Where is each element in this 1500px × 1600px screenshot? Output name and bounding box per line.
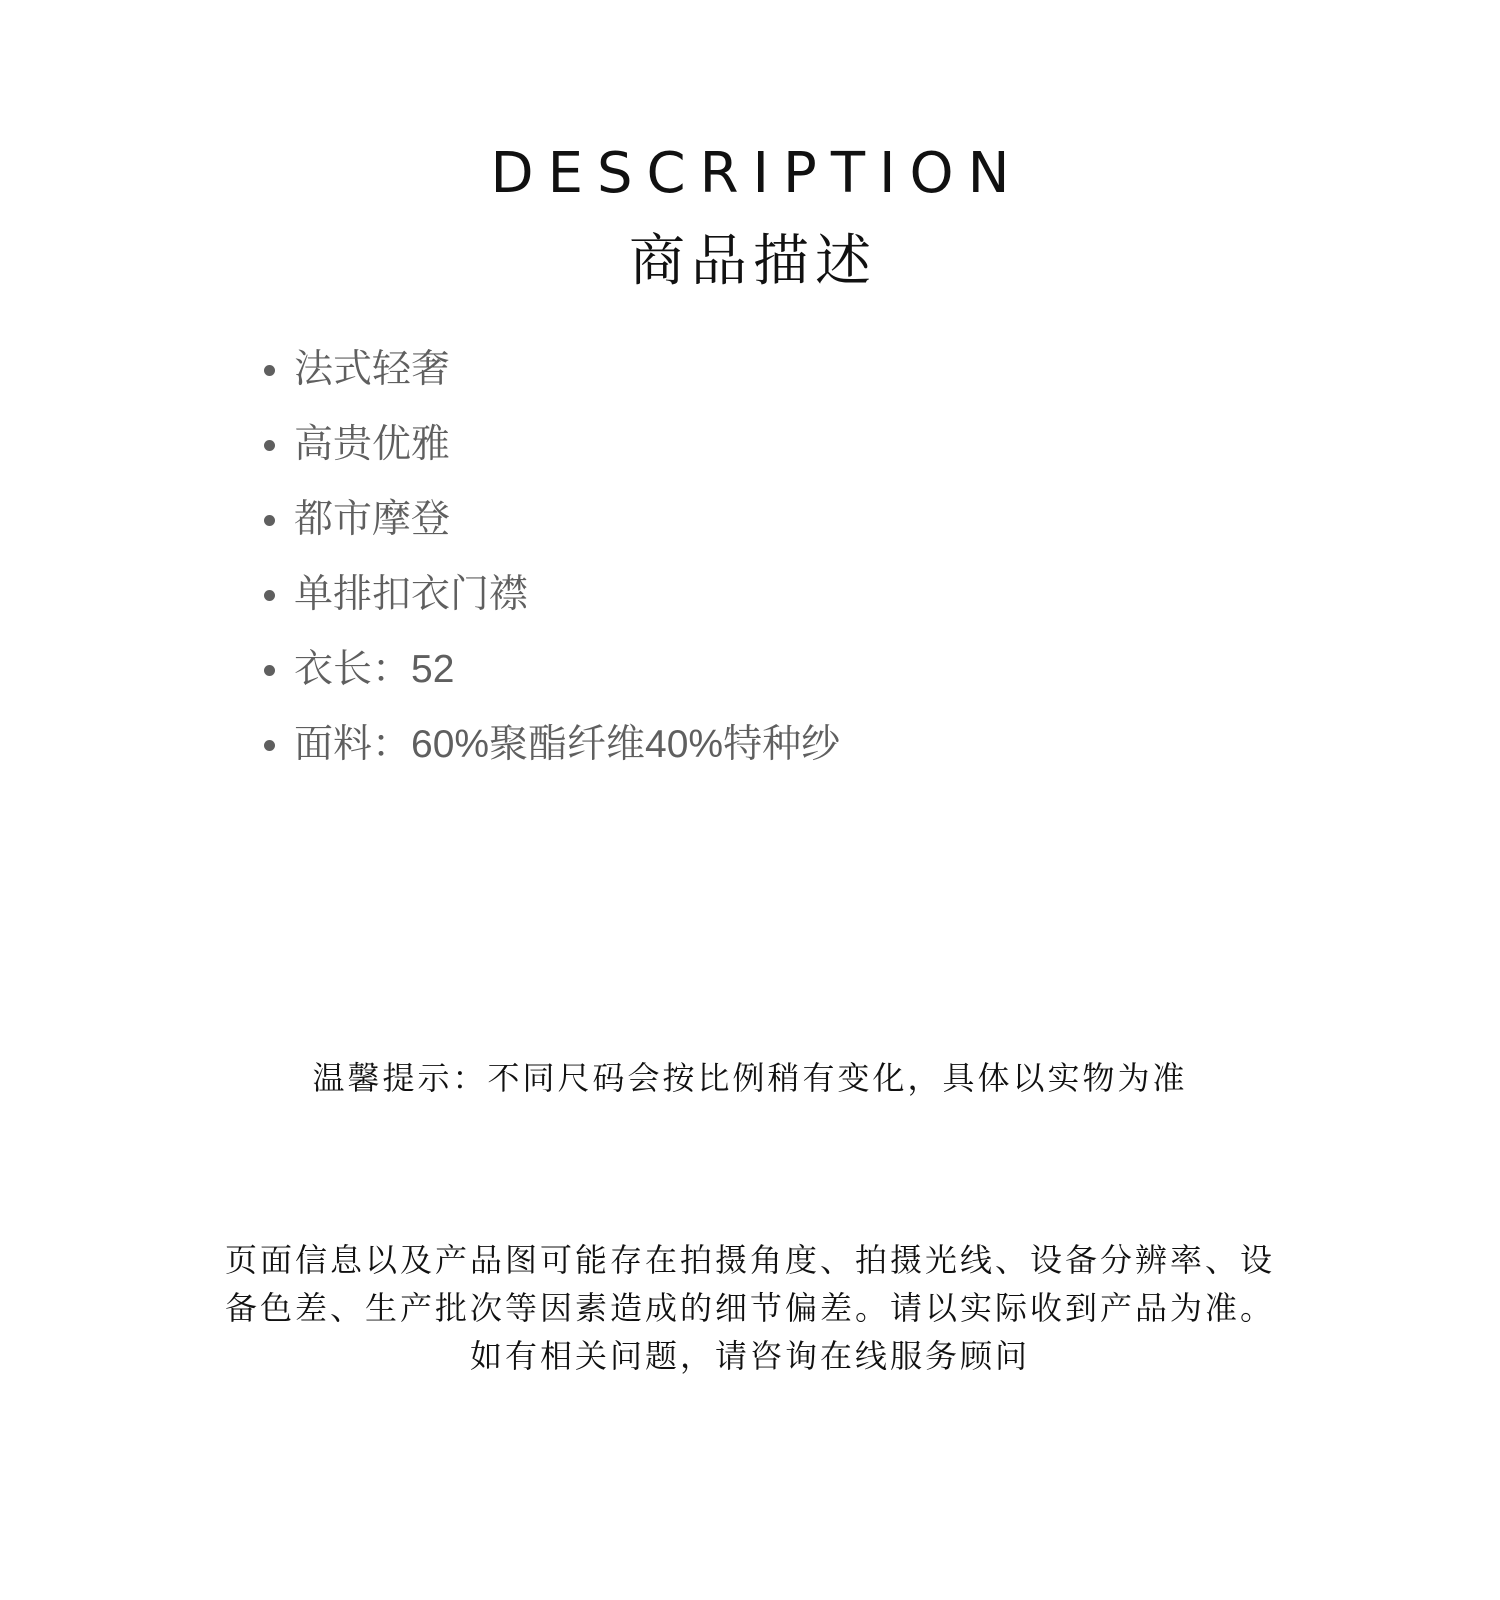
feature-text: 高贵优雅 (294, 423, 451, 466)
bullet-icon (264, 365, 275, 376)
feature-text: 法式轻奢 (294, 348, 451, 391)
feature-list (264, 346, 840, 796)
feature-text: 单排扣衣门襟 (294, 573, 529, 616)
bullet-icon (264, 665, 275, 676)
page-title-en: DESCRIPTION (490, 141, 1024, 206)
feature-text: 都市摩登 (294, 498, 451, 541)
feature-text: 面料：60%聚酯纤维40%特种纱 (294, 723, 841, 766)
disclaimer (180, 1236, 1320, 1380)
list-item (264, 721, 840, 796)
feature-text: 衣长：52 (294, 648, 455, 691)
list-item (264, 421, 840, 496)
page-title-zh: 商品描述 (629, 229, 877, 294)
bullet-icon (264, 515, 275, 526)
bullet-icon (264, 740, 275, 751)
list-item (264, 646, 840, 721)
list-item (264, 571, 840, 646)
list-item (264, 346, 840, 421)
list-item (264, 496, 840, 571)
bullet-icon (264, 440, 275, 451)
disclaimer-line: 备色差、生产批次等因素造成的细节偏差。请以实际收到产品为准。 (224, 1289, 1275, 1327)
description-header (0, 142, 1500, 294)
size-tip: 温馨提示：不同尺码会按比例稍有变化，具体以实物为准 (312, 1059, 1188, 1097)
bullet-icon (264, 590, 275, 601)
disclaimer-line: 如有相关问题，请咨询在线服务顾问 (469, 1337, 1030, 1375)
disclaimer-line: 页面信息以及产品图可能存在拍摄角度、拍摄光线、设备分辨率、设 (224, 1241, 1275, 1279)
